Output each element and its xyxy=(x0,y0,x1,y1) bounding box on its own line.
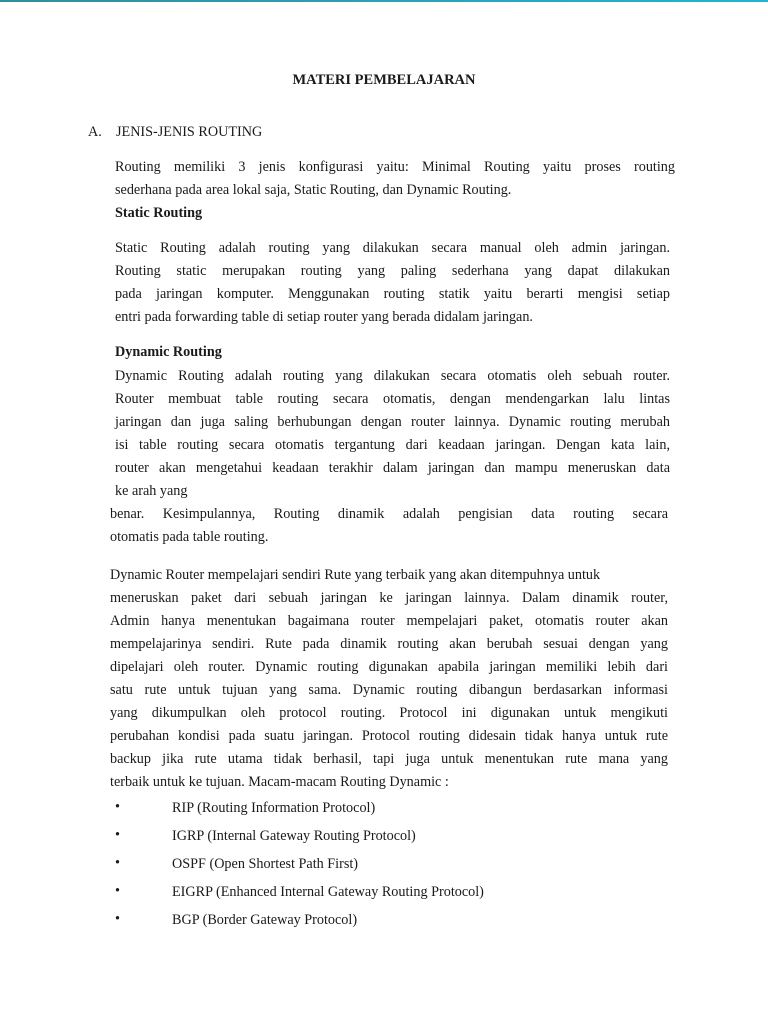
static-line-3: pada jaringan komputer. Menggunakan routing statik yaitu berarti mengisi setiap xyxy=(115,286,670,302)
bullet-icon: • xyxy=(115,911,120,927)
list-item: IGRP (Internal Gateway Routing Protocol) xyxy=(172,828,416,844)
bullet-icon: • xyxy=(115,855,120,871)
dynamic-line-1: Dynamic Routing adalah routing yang dilakukan secara otomatis oleh sebuah router. xyxy=(115,368,670,384)
bullet-icon: • xyxy=(115,799,120,815)
router-line-9: backup jika rute utama tidak berhasil, tapi juga untuk menentukan rute mana yang xyxy=(110,751,668,767)
dynamic-routing-heading: Dynamic Routing xyxy=(115,344,222,360)
section-number: A. xyxy=(88,124,102,140)
bullet-icon: • xyxy=(115,827,120,843)
document-page xyxy=(0,2,768,1024)
router-line-3: Admin hanya menentukan bagaimana router mempelajari paket, otomatis router akan xyxy=(110,613,668,629)
static-line-1: Static Routing adalah routing yang dilakukan secara manual oleh admin jaringan. xyxy=(115,240,670,256)
bullet-icon: • xyxy=(115,883,120,899)
list-item: BGP (Border Gateway Protocol) xyxy=(172,912,358,928)
dynamic-line-5: router akan mengetahui keadaan terakhir dalam jaringan dan mampu meneruskan data xyxy=(115,460,670,476)
router-line-10: terbaik untuk ke tujuan. Macam-macam Routing Dynamic : xyxy=(110,774,449,790)
router-line-1: Dynamic Router mempelajari sendiri Rute yang terbaik yang akan ditempuhnya untuk xyxy=(110,567,601,583)
router-line-5: dipelajari oleh router. Dynamic routing digunakan apabila jaringan memiliki lebih dari xyxy=(110,659,668,675)
dynamic-line-4: isi table routing secara otomatis tergantung dari keadaan jaringan. Dengan kata lain, xyxy=(115,437,670,453)
list-item: EIGRP (Enhanced Internal Gateway Routing Protocol) xyxy=(172,884,484,900)
dynamic-line-8: otomatis pada table routing. xyxy=(110,529,269,545)
dynamic-line-2: Router membuat table routing secara otomatis, dengan mendengarkan lalu lintas xyxy=(115,391,670,407)
intro-line-2: sederhana pada area lokal saja, Static Routing, dan Dynamic Routing. xyxy=(115,182,512,198)
dynamic-line-7: benar. Kesimpulannya, Routing dinamik adalah pengisian data routing secara xyxy=(110,506,668,522)
static-line-4: entri pada forwarding table di setiap router yang berada didalam jaringan. xyxy=(115,309,533,325)
list-item: OSPF (Open Shortest Path First) xyxy=(172,856,359,872)
router-line-4: mempelajarinya sendiri. Rute pada dinamik routing akan berubah sesuai dengan yang xyxy=(110,636,668,652)
static-routing-heading: Static Routing xyxy=(115,205,203,221)
list-item: RIP (Routing Information Protocol) xyxy=(172,800,376,816)
static-line-2: Routing static merupakan routing yang paling sederhana yang dapat dilakukan xyxy=(115,263,670,279)
intro-line-1: Routing memiliki 3 jenis konfigurasi yaitu: Minimal Routing yaitu proses routing xyxy=(115,159,675,175)
router-line-2: meneruskan paket dari sebuah jaringan ke jaringan lainnya. Dalam dinamik router, xyxy=(110,590,668,606)
dynamic-line-3: jaringan dan juga saling berhubungan dengan router lainnya. Dynamic routing merubah xyxy=(115,414,670,430)
router-line-6: satu rute untuk tujuan yang sama. Dynamic routing dibangun berdasarkan informasi xyxy=(110,682,668,698)
dynamic-line-6: ke arah yang xyxy=(115,483,188,499)
router-line-8: perubahan kondisi pada suatu jaringan. Protocol routing didesain tidak hanya untuk rute xyxy=(110,728,668,744)
router-line-7: yang dikumpulkan oleh protocol routing. Protocol ini digunakan untuk mengikuti xyxy=(110,705,668,721)
document-title: MATERI PEMBELAJARAN xyxy=(292,72,476,88)
section-heading: JENIS-JENIS ROUTING xyxy=(116,124,263,140)
